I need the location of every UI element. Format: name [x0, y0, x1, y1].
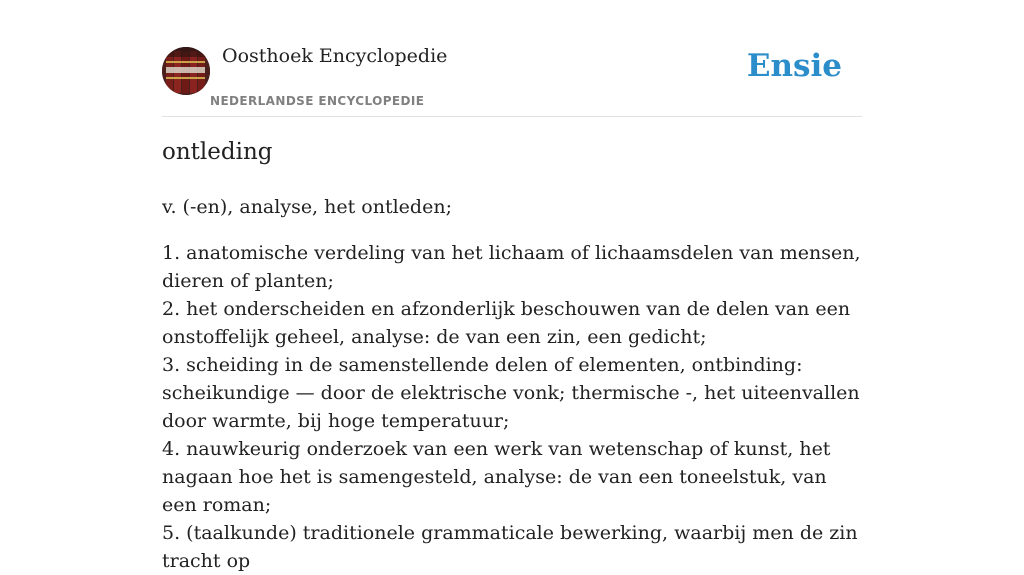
definition-item: 1. anatomische verdeling van het lichaam of lichaamsdelen van mensen, dieren of planten;: [162, 242, 861, 292]
definition-item: 4. nauwkeurig onderzoek van een werk van wetenschap of kunst, het nagaan hoe het is samengesteld, analyse: de van een toneelstuk, van een roman;: [162, 438, 831, 516]
site-subtitle: NEDERLANDSE ENCYCLOPEDIE: [210, 94, 425, 108]
article-title: ontleding: [162, 139, 273, 165]
definition-list: [162, 239, 862, 575]
page: [162, 0, 862, 572]
definition-item: 3. scheiding in de samenstellende delen of elementen, ontbinding: scheikundige — door de elektrische vonk; thermische -, het uiteenvallen door warmte, bij hoge temperatuur;: [162, 354, 860, 432]
site-header: [162, 0, 862, 117]
site-name[interactable]: Oosthoek Encyclopedie: [222, 45, 448, 67]
brand-logo[interactable]: Ensie: [746, 48, 842, 84]
definition-item: 2. het onderscheiden en afzonderlijk beschouwen van de delen van een onstoffelijk geheel, analyse: de van een zin, een gedicht;: [162, 298, 851, 348]
encyclopedia-books-avatar[interactable]: [162, 47, 210, 95]
article-lead: v. (-en), analyse, het ontleden;: [162, 196, 452, 218]
books-icon: [162, 47, 210, 95]
definition-item: 5. (taalkunde) traditionele grammaticale bewerking, waarbij men de zin tracht op: [162, 522, 858, 572]
